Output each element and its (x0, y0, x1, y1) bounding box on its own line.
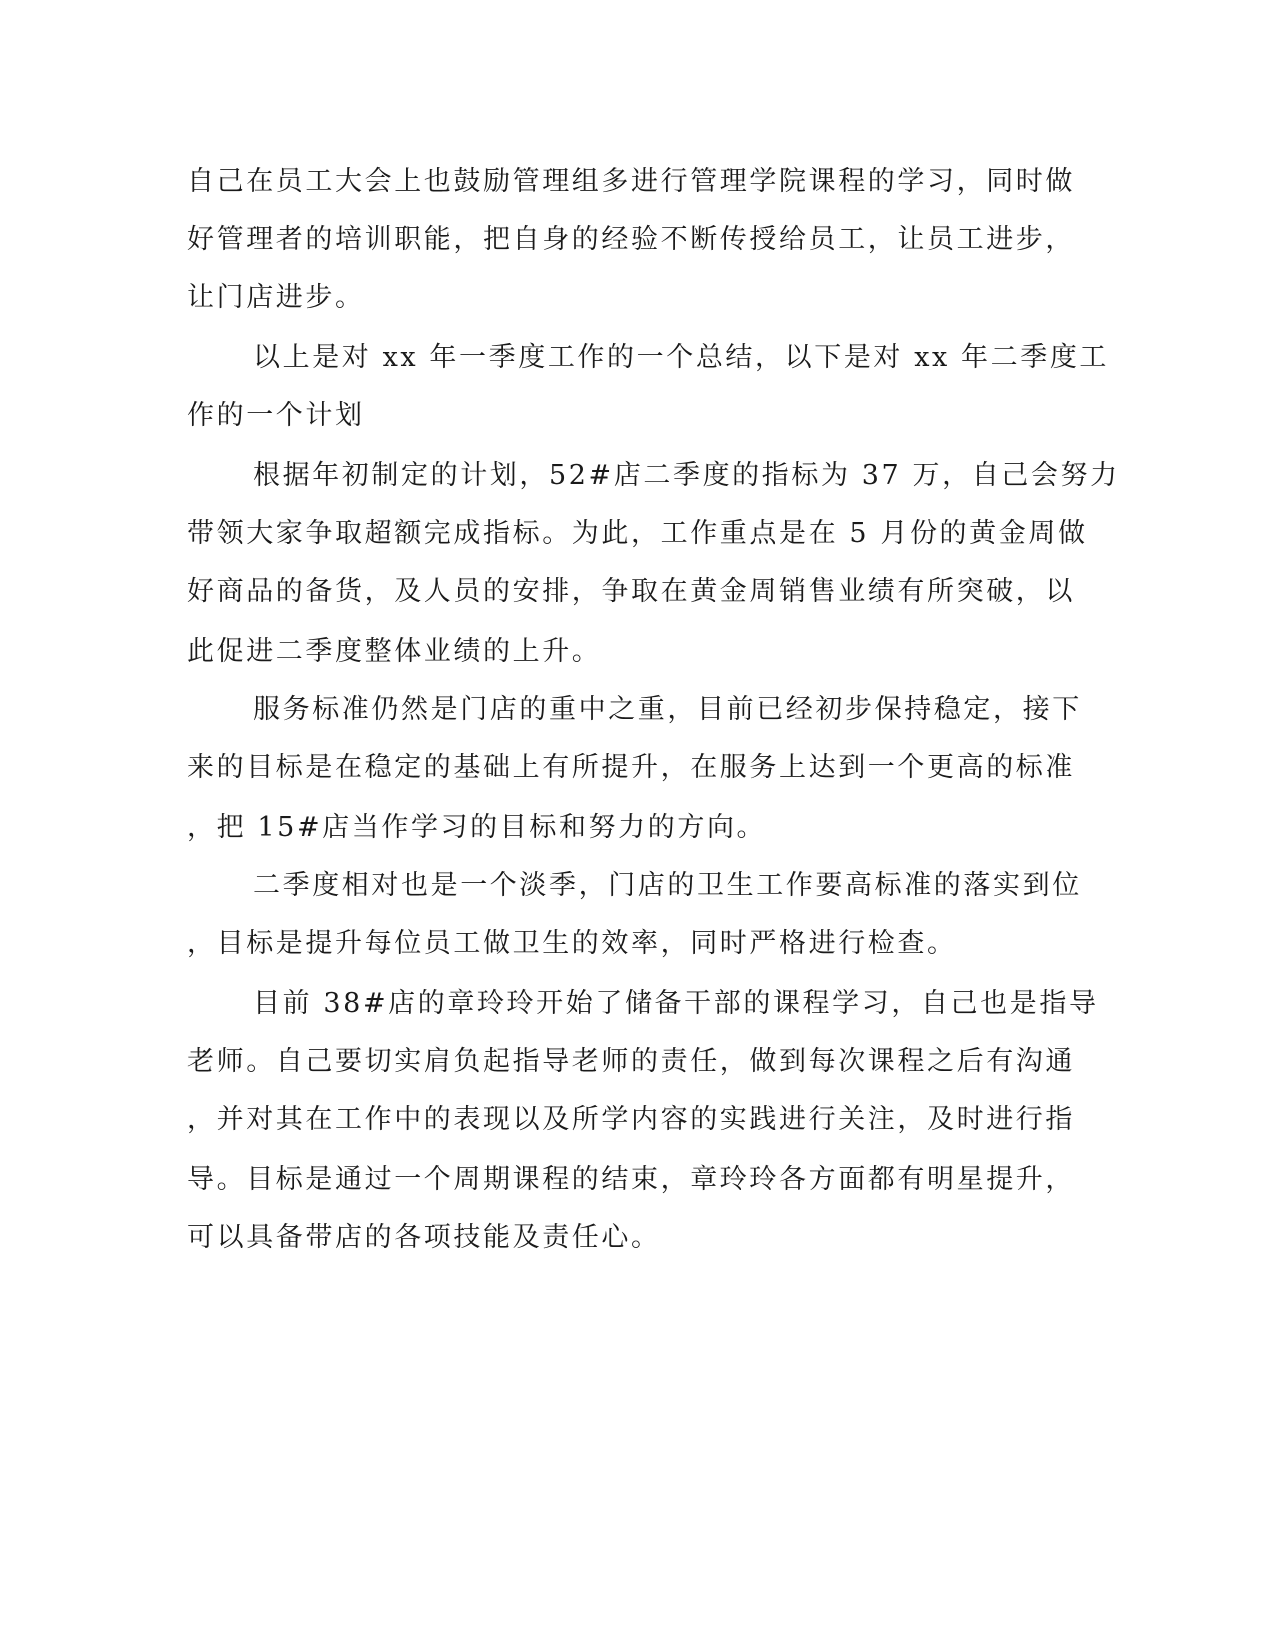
text-line: 让门店进步。 (187, 282, 365, 313)
text-line: 可以具备带店的各项技能及责任心。 (187, 1222, 661, 1253)
text-line: ，目标是提升每位员工做卫生的效率，同时严格进行检查。 (187, 928, 957, 959)
text-line: 老师。自己要切实肩负起指导老师的责任，做到每次课程之后有沟通 (187, 1046, 1075, 1077)
text-line: 好管理者的培训职能，把自身的经验不断传授给员工，让员工进步， (187, 224, 1075, 255)
text-line: 导。目标是通过一个周期课程的结束，章玲玲各方面都有明星提升， (187, 1164, 1075, 1195)
text-line: 作的一个计划 (187, 400, 365, 431)
text-line: ，把 15#店当作学习的目标和努力的方向。 (187, 812, 767, 843)
text-line: 此促进二季度整体业绩的上升。 (187, 636, 602, 667)
paragraph-first-line: 根据年初制定的计划，52#店二季度的指标为 37 万，自己会努力 (253, 460, 1120, 491)
paragraph-first-line: 二季度相对也是一个淡季，门店的卫生工作要高标准的落实到位 (253, 870, 1082, 901)
text-line: ，并对其在工作中的表现以及所学内容的实践进行关注，及时进行指 (187, 1104, 1075, 1135)
paragraph-first-line: 以上是对 xx 年一季度工作的一个总结，以下是对 xx 年二季度工 (253, 342, 1110, 373)
paragraph-first-line: 服务标准仍然是门店的重中之重，目前已经初步保持稳定，接下 (253, 694, 1082, 725)
text-line: 好商品的备货，及人员的安排，争取在黄金周销售业绩有所突破，以 (187, 576, 1075, 607)
text-line: 带领大家争取超额完成指标。为此，工作重点是在 5 月份的黄金周做 (187, 518, 1088, 549)
text-line: 自己在员工大会上也鼓励管理组多进行管理学院课程的学习，同时做 (187, 166, 1075, 197)
paragraph-first-line: 目前 38#店的章玲玲开始了储备干部的课程学习，自己也是指导 (253, 988, 1099, 1019)
text-line: 来的目标是在稳定的基础上有所提升，在服务上达到一个更高的标准 (187, 752, 1075, 783)
